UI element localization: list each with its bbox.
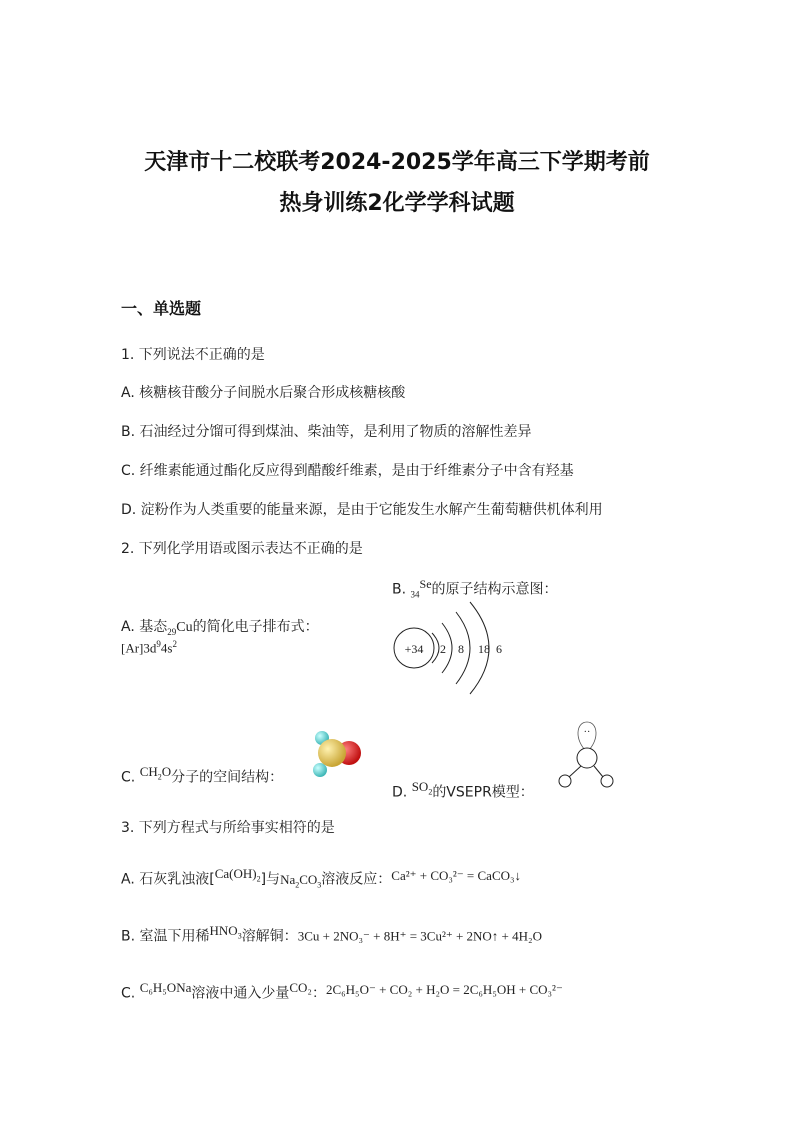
- se-atomic-structure-diagram: [390, 598, 530, 698]
- q2c-formula-sub: 2: [157, 772, 162, 782]
- q3-option-c: [121, 980, 563, 1003]
- q2-stem: 2. 下列化学用语或图示表达不正确的是: [121, 541, 363, 557]
- q3a-reagent: Ca(OH): [214, 866, 257, 881]
- q2c-formula-tail: O: [161, 764, 172, 779]
- q2a-symbol: Cu: [176, 620, 193, 635]
- shell-arc-1: [432, 633, 439, 663]
- q2-option-d: [392, 779, 534, 802]
- shell-label-3: 18: [478, 642, 490, 656]
- q3a-prefix: A. 石灰乳浊液[: [121, 871, 215, 888]
- section-heading: 一、单选题: [121, 299, 202, 318]
- q2d-prefix: D.: [392, 784, 412, 801]
- shell-label-2: 8: [458, 642, 464, 656]
- exam-title-line1: 天津市十二校联考2024-2025学年高三下学期考前: [144, 150, 650, 175]
- q3c-reagent: C₆H₅ONa: [139, 980, 192, 995]
- q3a-salt-sub1: 2: [295, 880, 300, 890]
- q3a-mid: ]与: [260, 871, 281, 888]
- q3b-acid: HNO: [209, 923, 238, 938]
- carbon-atom: [318, 739, 346, 767]
- q3a-reagent-sub: 2: [256, 874, 261, 884]
- q2a-electron-config: [121, 639, 177, 656]
- q2-option-b: [392, 577, 558, 599]
- shell-label-1: 2: [440, 642, 446, 656]
- exam-title-line2: 热身训练2化学学科试题: [279, 191, 515, 216]
- q2-option-a: [121, 616, 319, 637]
- q2b-symbol: Se: [419, 577, 432, 591]
- bond-left: [569, 766, 581, 777]
- q2c-suffix: 分子的空间结构：: [171, 769, 284, 786]
- q2a-config-d-exp: 9: [156, 639, 161, 649]
- q2a-prefix: A. 基态: [121, 619, 168, 635]
- oxygen-atom-right: [601, 775, 613, 787]
- hydrogen-atom-bottom: [313, 763, 327, 777]
- so2-vsepr-model: [556, 718, 618, 792]
- q3a-salt-tail: CO: [299, 871, 318, 887]
- q3b-acid-sub: 3: [237, 931, 242, 941]
- bond-right: [594, 766, 603, 777]
- q3c-gas: CO₂: [289, 980, 312, 995]
- q2-option-c: [121, 764, 283, 787]
- q2a-config-core: [Ar]3d: [121, 640, 157, 656]
- q1-option-c: C. 纤维素能通过酯化反应得到醋酸纤维素，是由于纤维素分子中含有羟基: [121, 463, 574, 479]
- sulfur-atom: [577, 748, 597, 768]
- q3b-equation: 3Cu + 2NO₃⁻ + 8H⁺ = 3Cu²⁺ + 2NO↑ + 4H₂O: [297, 928, 542, 944]
- q1-stem: 1. 下列说法不正确的是: [121, 347, 265, 363]
- q3c-mid: 溶液中通入少量: [191, 985, 290, 1002]
- q2c-formula-main: CH: [139, 764, 158, 779]
- q3-stem: 3. 下列方程式与所给事实相符的是: [121, 820, 335, 836]
- q3-option-b: [121, 923, 542, 946]
- q2a-atomic-number: 29: [167, 626, 177, 637]
- q2b-atomic-number: 34: [410, 589, 420, 600]
- q1-option-d: D. 淀粉作为人类重要的能量来源，是由于它能发生水解产生葡萄糖供机体利用: [121, 502, 603, 518]
- q3c-prefix: C.: [121, 985, 140, 1002]
- q3a-salt-sub2: 3: [317, 880, 322, 890]
- oxygen-atom-left: [559, 775, 571, 787]
- ch2o-space-filling-model: [306, 726, 368, 782]
- q2c-prefix: C.: [121, 769, 140, 786]
- q2b-prefix: B.: [392, 581, 411, 598]
- q1-option-b: B. 石油经过分馏可得到煤油、柴油等，是利用了物质的溶解性差异: [121, 424, 532, 440]
- q3a-salt: Na: [280, 871, 296, 887]
- q3a-suffix: 溶液反应：: [321, 871, 392, 888]
- q2a-config-s: 4s: [160, 640, 173, 656]
- lone-pair-dots: ··: [583, 727, 591, 738]
- q2d-suffix: 的VSEPR模型：: [432, 784, 534, 801]
- nucleus-charge: +34: [404, 642, 424, 656]
- q2a-suffix: 的简化电子排布式：: [192, 619, 319, 635]
- q3b-prefix: B. 室温下用稀: [121, 928, 210, 945]
- q1-option-a: A. 核糖核苷酸分子间脱水后聚合形成核糖核酸: [121, 385, 406, 401]
- q3-option-a: [121, 866, 521, 889]
- q3b-suffix: 溶解铜：: [241, 928, 298, 945]
- q2a-config-s-exp: 2: [172, 639, 177, 649]
- q3a-equation: Ca²⁺ + CO₃²⁻ = CaCO₃↓: [391, 867, 522, 883]
- q2d-formula-main: SO: [411, 779, 429, 794]
- q2d-formula-sub: 2: [428, 787, 433, 797]
- q3c-equation: 2C₆H₅O⁻ + CO₂ + H₂O = 2C₆H₅OH + CO₃²⁻: [325, 981, 563, 997]
- q3c-colon: ：: [311, 985, 326, 1002]
- shell-label-4: 6: [496, 642, 502, 656]
- q2b-suffix: 的原子结构示意图：: [431, 581, 558, 598]
